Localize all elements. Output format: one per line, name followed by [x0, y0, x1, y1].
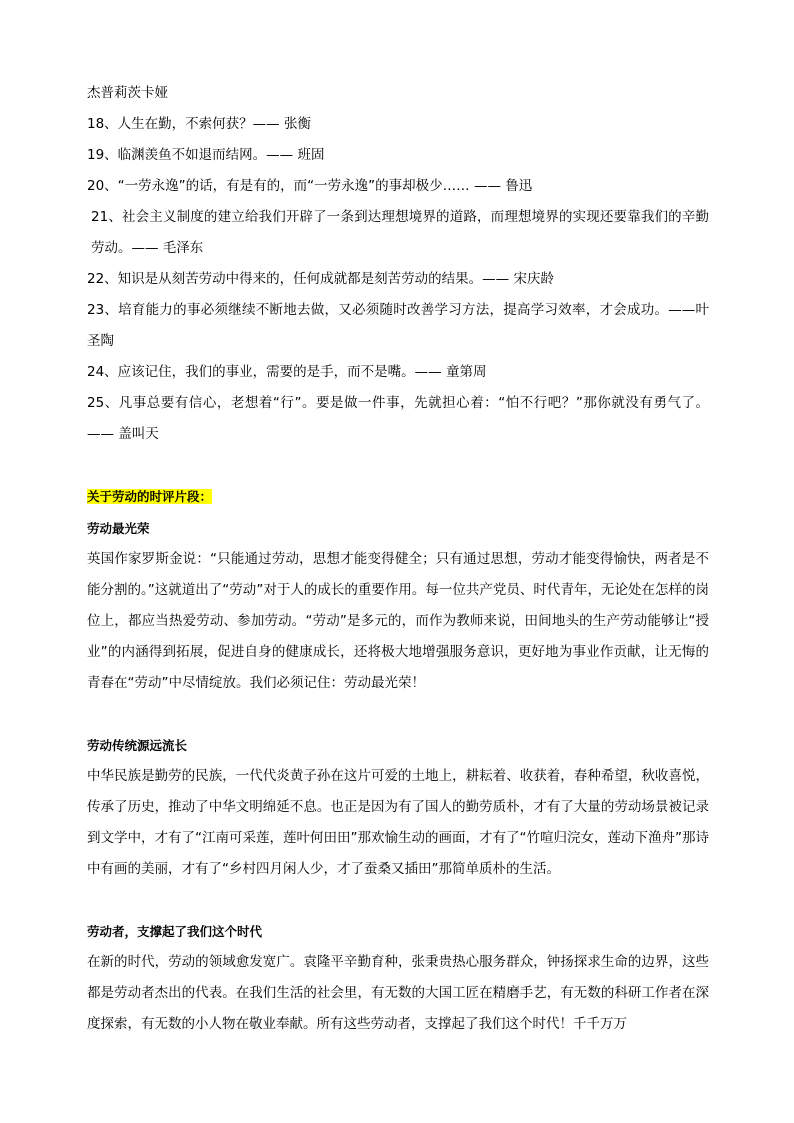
section-1-body: 英国作家罗斯金说：“只能通过劳动，思想才能变得健全；只有通过思想，劳动才能变得愉快，两者是不能分割的。”这就道出了“劳动”对于人的成长的重要作用。每一位共产党员、时代青年，无论处在怎样的岗位上，都应当热爱劳动、参加劳动。“劳动”是多元的，而作为教师来说，田间地头的生产劳动能够让“授业”的内涵得到拓展，促进自身的健康成长，还将极大地增强服务意识，更好地为事业作贡献，让无悔的青春在“劳动”中尽情绽放。我们必须记住：劳动最光荣！	[87, 551, 709, 691]
quote-24: 24、应该记住，我们的事业，需要的是手，而不是嘴。—— 童第周	[87, 364, 487, 380]
section-1-title: 劳动最光荣	[87, 521, 150, 536]
quote-18: 18、人生在勤，不索何获？—— 张衡	[87, 116, 311, 132]
section-2-body: 中华民族是勤劳的民族，一代代炎黄子孙在这片可爱的土地上，耕耘着、收获着，春种希望，秋收喜悦，传承了历史，推动了中华文明绵延不息。也正是因为有了国人的勤劳质朴，才有了大量的劳动场景被记录到文学中，才有了“江南可采莲，莲叶何田田”那欢愉生动的画面，才有了“竹喧归浣女，莲动下渔舟”那诗中有画的美丽，才有了“乡村四月闲人少，才了蚕桑又插田”那简单质朴的生活。	[87, 768, 709, 877]
section-3-title: 劳动者，支撑起了我们这个时代	[87, 924, 263, 939]
spacer	[87, 450, 709, 481]
quote-21: 21、社会主义制度的建立给我们开辟了一条到达理想境界的道路，而理想境界的实现还要靠我们的辛勤劳动。—— 毛泽东	[91, 209, 709, 256]
section-3-body: 在新的时代，劳动的领域愈发宽广。袁隆平辛勤育种，张秉贵热心服务群众，钟扬探求生命的边界，这些都是劳动者杰出的代表。在我们生活的社会里，有无数的大国工匠在精磨手艺，有无数的科研工作者在深度探索，有无数的小人物在敬业奉献。所有这些劳动者，支撑起了我们这个时代！千千万万	[87, 954, 709, 1032]
quote-20: 20、“一劳永逸”的话，有是有的，而“一劳永逸”的事却极少…… —— 鲁迅	[87, 178, 533, 194]
spacer	[87, 699, 709, 730]
quote-17-author: 杰普莉茨卡娅	[87, 85, 168, 101]
section-heading-highlight: 关于劳动的时评片段：	[87, 489, 213, 504]
quote-23: 23、培育能力的事必须继续不断地去做，又必须随时改善学习方法，提高学习效率，才会成功。——叶圣陶	[87, 302, 709, 349]
section-heading	[87, 481, 709, 513]
quote-19: 19、临渊羡鱼不如退而结网。—— 班固	[87, 147, 325, 163]
document-content	[87, 78, 709, 1040]
section-2-title: 劳动传统源远流长	[87, 738, 188, 753]
quote-22: 22、知识是从刻苦劳动中得来的，任何成就都是刻苦劳动的结果。—— 宋庆龄	[87, 271, 554, 287]
spacer	[87, 885, 709, 916]
quote-25: 25、凡事总要有信心，老想着“行”。要是做一件事，先就担心着：“怕不行吧？”那你就没有勇气了。—— 盖叫天	[87, 395, 709, 442]
